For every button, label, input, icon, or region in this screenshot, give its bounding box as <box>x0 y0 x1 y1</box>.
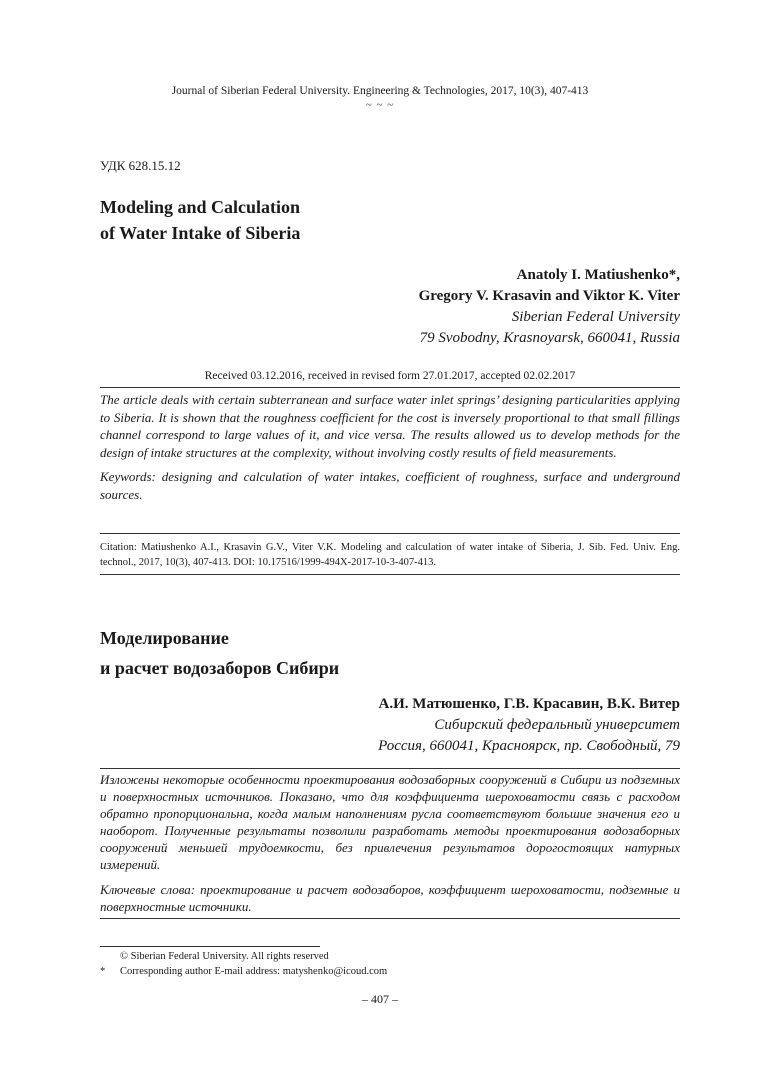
english-abstract-text: The article deals with certain subterranean and surface water inlet springs’ designing particularities applying to Siberia. It is shown that the roughness coefficient for the cost is inversely proportional to that small fillings channel correspond to large values of it, and vice versa. The results allowed us to develop methods for the design of intake structures at the complexity, without involving costly results of field measurements. <box>100 392 680 460</box>
russian-address: Россия, 660041, Красноярск, пр. Свободный, 79 <box>378 738 680 754</box>
footnote-corresponding <box>100 965 680 979</box>
page-number: – 407 – <box>362 992 398 1006</box>
divider <box>100 387 680 388</box>
authors-line-1: Anatoly I. Matiushenko*, <box>516 267 680 283</box>
authors-line-2: Gregory V. Krasavin and Viktor K. Viter <box>418 288 680 304</box>
affiliation: Siberian Federal University <box>511 309 680 325</box>
russian-authors: А.И. Матюшенко, Г.В. Красавин, В.К. Витер <box>378 696 680 712</box>
corresponding-email: Corresponding author E-mail address: matyshenko@icoud.com <box>120 966 388 977</box>
russian-affiliation: Сибирский федеральный университет <box>434 717 680 733</box>
english-title-line-1: Modeling and Calculation <box>100 197 301 217</box>
english-title <box>100 194 300 246</box>
divider <box>100 533 680 534</box>
copyright-text: © Siberian Federal University. All rights reserved <box>120 951 329 962</box>
english-authors-block <box>419 265 680 349</box>
russian-keywords: Ключевые слова: проектирование и расчет водозаборов, коэффициент шероховатости, подземные и поверхностные источники. <box>100 882 680 914</box>
russian-authors-block <box>378 694 680 757</box>
citation: Citation: Matiushenko A.I., Krasavin G.V., Viter V.K. Modeling and calculation of water intake of Siberia, J. Sib. Fed. Univ. Eng. technol., 2017, 10(3), 407-413. DOI: 10.17516/1999-494X-2017-10-3-407-413. <box>100 542 680 568</box>
russian-abstract <box>100 771 680 915</box>
english-keywords: Keywords: designing and calculation of water intakes, coefficient of roughness, surface and underground sources. <box>100 469 680 502</box>
divider <box>100 918 680 919</box>
russian-title-line-1: Моделирование <box>100 628 229 648</box>
russian-title-line-2: и расчет водозаборов Сибири <box>100 658 340 678</box>
english-title-line-2: of Water Intake of Siberia <box>100 223 301 243</box>
english-abstract <box>100 391 680 503</box>
footnote-copyright <box>100 950 680 964</box>
asterisk-mark: * <box>100 966 106 977</box>
journal-header: Journal of Siberian Federal University. Engineering & Technologies, 2017, 10(3), 407-413 <box>171 85 589 97</box>
received-dates: Received 03.12.2016, received in revised form 27.01.2017, accepted 02.02.2017 <box>204 370 576 382</box>
divider <box>100 574 680 575</box>
footnote-rule <box>100 946 320 947</box>
russian-abstract-text: Изложены некоторые особенности проектирования водозаборных сооружений в Сибири из подземных и поверхностных источников. Показано, что для коэффициента шероховатости связь с расходом обратно пропорциональна, когда малым наполнениям русла соответствуют большие значения его и наоборот. Полученные результаты позволили разработать методы проектирования водозаборных сооружений меньшей трудоемкости, без привлечения результатов дорогостоящих натурных измерений. <box>100 772 680 872</box>
divider <box>100 768 680 769</box>
address: 79 Svobodny, Krasnoyarsk, 660041, Russia <box>419 330 680 346</box>
russian-title <box>100 623 339 683</box>
header-separator: ~ ~ ~ <box>365 99 395 111</box>
udk-code: УДК 628.15.12 <box>100 158 181 173</box>
